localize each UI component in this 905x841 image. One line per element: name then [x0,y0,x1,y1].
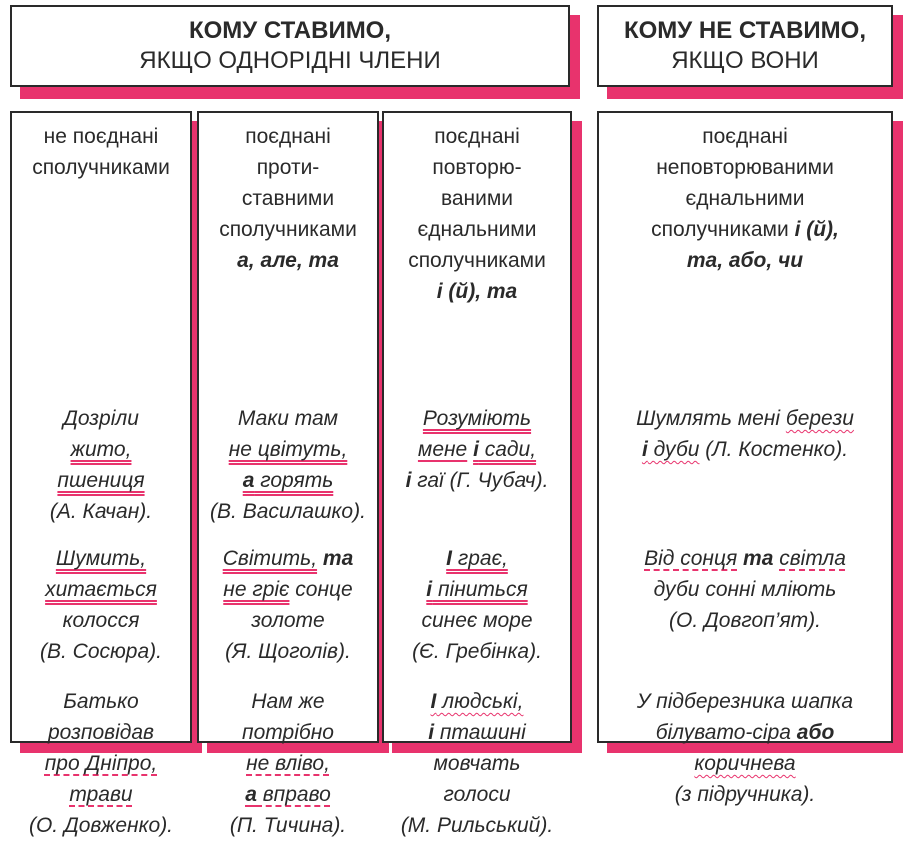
example: Шумлять мені берези і дуби (Л. Костенко). [636,407,854,461]
example: Світить, та не гріє сонце золоте (Я. Щоголів). [222,547,354,663]
condition: не поєднані сполучниками [32,125,170,179]
example: Дозріли жито, пшениця (А. Качан). [49,407,153,523]
condition: поєднані повторю- ваними єднальними сполучниками і (й), та [408,125,546,303]
example: У підберезника шапка білувато-сіра або коричнева (з підручника). [636,690,854,806]
example: Шумить, хитається колосся (В. Сосюра). [40,547,162,663]
header-right [597,5,893,87]
column-non-repeated [597,111,893,806]
header-left-subtitle: ЯКЩО ОДНОРІДНІ ЧЛЕНИ [139,47,441,74]
header-left-title: КОМУ СТАВИМО, [188,17,392,44]
example: Маки там не цвітуть, а горять (В. Василашко). [210,407,366,523]
example: І грає, і піниться синеє море (Є. Гребінка). [412,547,542,663]
header-left [10,5,570,87]
column-repeated-conjunctions [382,111,572,837]
example: І людські, і пташині мовчать голоси (М. Рильський). [400,690,554,837]
example: Нам же потрібно не вліво, а вправо (П. Тичина). [229,690,347,837]
example: Від сонця та світла дуби сонні мліють (О. Довгоп’ят). [644,547,846,632]
header-right-title: КОМУ НЕ СТАВИМО, [623,17,867,44]
condition: поєднані неповторюваними єднальними сполучниками і (й), та, або, чи [651,125,839,272]
column-not-joined [10,111,192,837]
column-adversative [197,111,379,837]
condition: поєднані проти- ставними сполучниками а, але, та [219,125,357,272]
example: Батько розповідав про Дніпро, трави (О. Довженко). [28,690,174,837]
header-right-subtitle: ЯКЩО ВОНИ [671,47,819,74]
example: Розуміють мене і сади, і гаї (Г. Чубач). [405,407,549,492]
